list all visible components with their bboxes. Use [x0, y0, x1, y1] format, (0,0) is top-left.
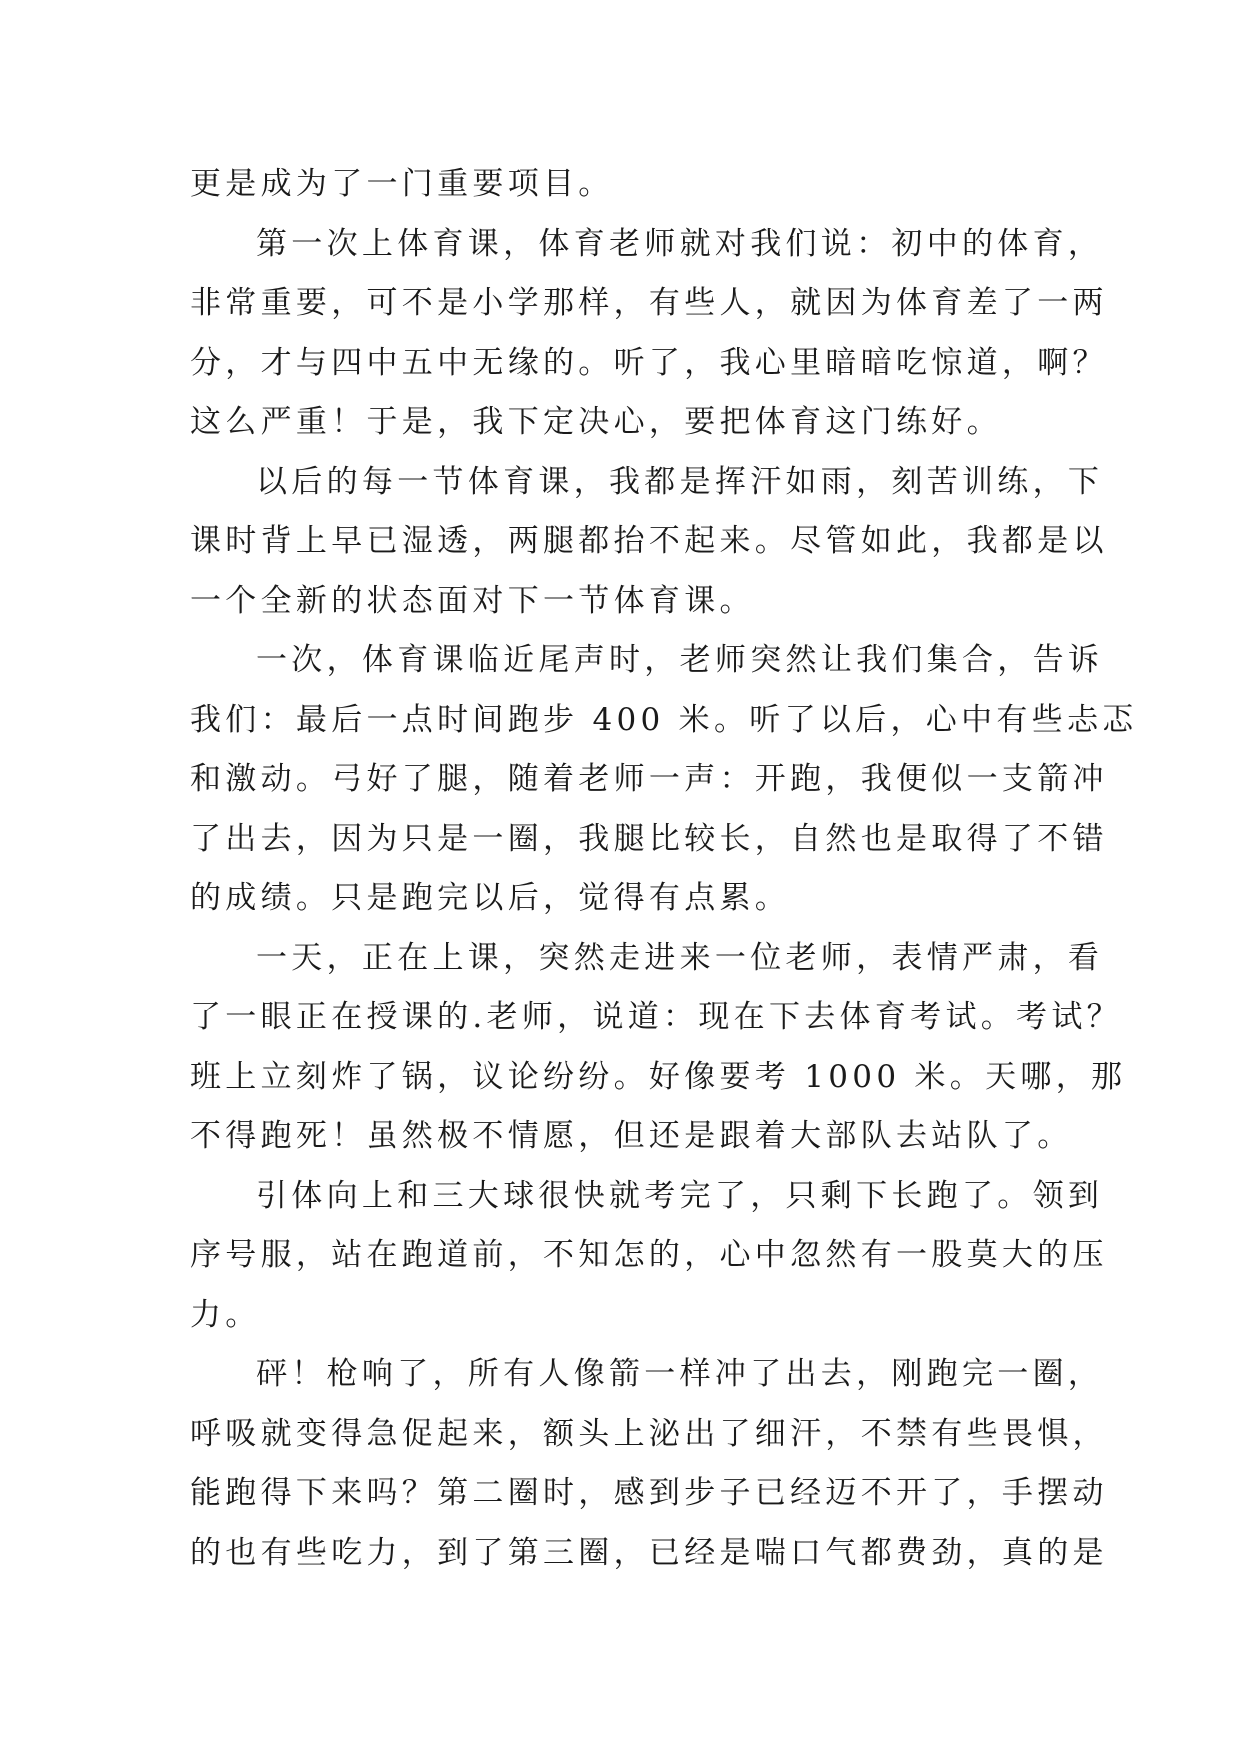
text-line: 和激动。弓好了腿，随着老师一声：开跑，我便似一支箭冲 [190, 761, 1108, 797]
text-line: 我们：最后一点时间跑步 400 米。听了以后，心中有些忐忑 [190, 701, 1138, 738]
text-line: 了出去，因为只是一圈，我腿比较长，自然也是取得了不错 [190, 820, 1108, 857]
text-line: 更是成为了一门重要项目。 [190, 166, 614, 202]
paragraph-first-line: 引体向上和三大球很快就考完了，只剩下长跑了。领到 [256, 1177, 1104, 1214]
text-line: 不得跑死！虽然极不情愿，但还是跟着大部队去站队了。 [190, 1118, 1073, 1154]
text-line: 一个全新的状态面对下一节体育课。 [190, 582, 755, 619]
text-line: 的也有些吃力，到了第三圈，已经是喘口气都费劲，真的是 [190, 1534, 1108, 1571]
text-line: 力。 [190, 1296, 261, 1333]
paragraph-first-line: 砰！枪响了，所有人像箭一样冲了出去，刚跑完一圈， [256, 1356, 1104, 1392]
paragraph-first-line: 一天，正在上课，突然走进来一位老师，表情严肃，看 [256, 939, 1104, 976]
paragraph-first-line: 第一次上体育课，体育老师就对我们说：初中的体育， [256, 225, 1104, 262]
text-line: 的成绩。只是跑完以后，觉得有点累。 [190, 880, 791, 916]
text-line: 非常重要，可不是小学那样，有些人，就因为体育差了一两 [190, 285, 1108, 321]
text-line: 呼吸就变得急促起来，额头上泌出了细汗，不禁有些畏惧， [190, 1415, 1108, 1452]
paragraph-first-line: 一次，体育课临近尾声时，老师突然让我们集合，告诉 [256, 642, 1104, 678]
text-line: 班上立刻炸了锅，议论纷纷。好像要考 1000 米。天哪，那 [190, 1058, 1127, 1095]
text-line: 分，才与四中五中无缘的。听了，我心里暗暗吃惊道，啊？ [190, 344, 1108, 381]
text-line: 课时背上早已湿透，两腿都抬不起来。尽管如此，我都是以 [190, 523, 1108, 559]
text-line: 了一眼正在授课的.老师，说道：现在下去体育考试。考试？ [190, 999, 1122, 1035]
paragraph-first-line: 以后的每一节体育课，我都是挥汗如雨，刻苦训练，下 [256, 463, 1104, 500]
article-body [190, 155, 1138, 1583]
text-line: 序号服，站在跑道前，不知怎的，心中忽然有一股莫大的压 [190, 1237, 1108, 1273]
text-line: 能跑得下来吗？第二圈时，感到步子已经迈不开了，手摆动 [190, 1475, 1108, 1511]
text-line: 这么严重！于是，我下定决心，要把体育这门练好。 [190, 404, 1002, 440]
